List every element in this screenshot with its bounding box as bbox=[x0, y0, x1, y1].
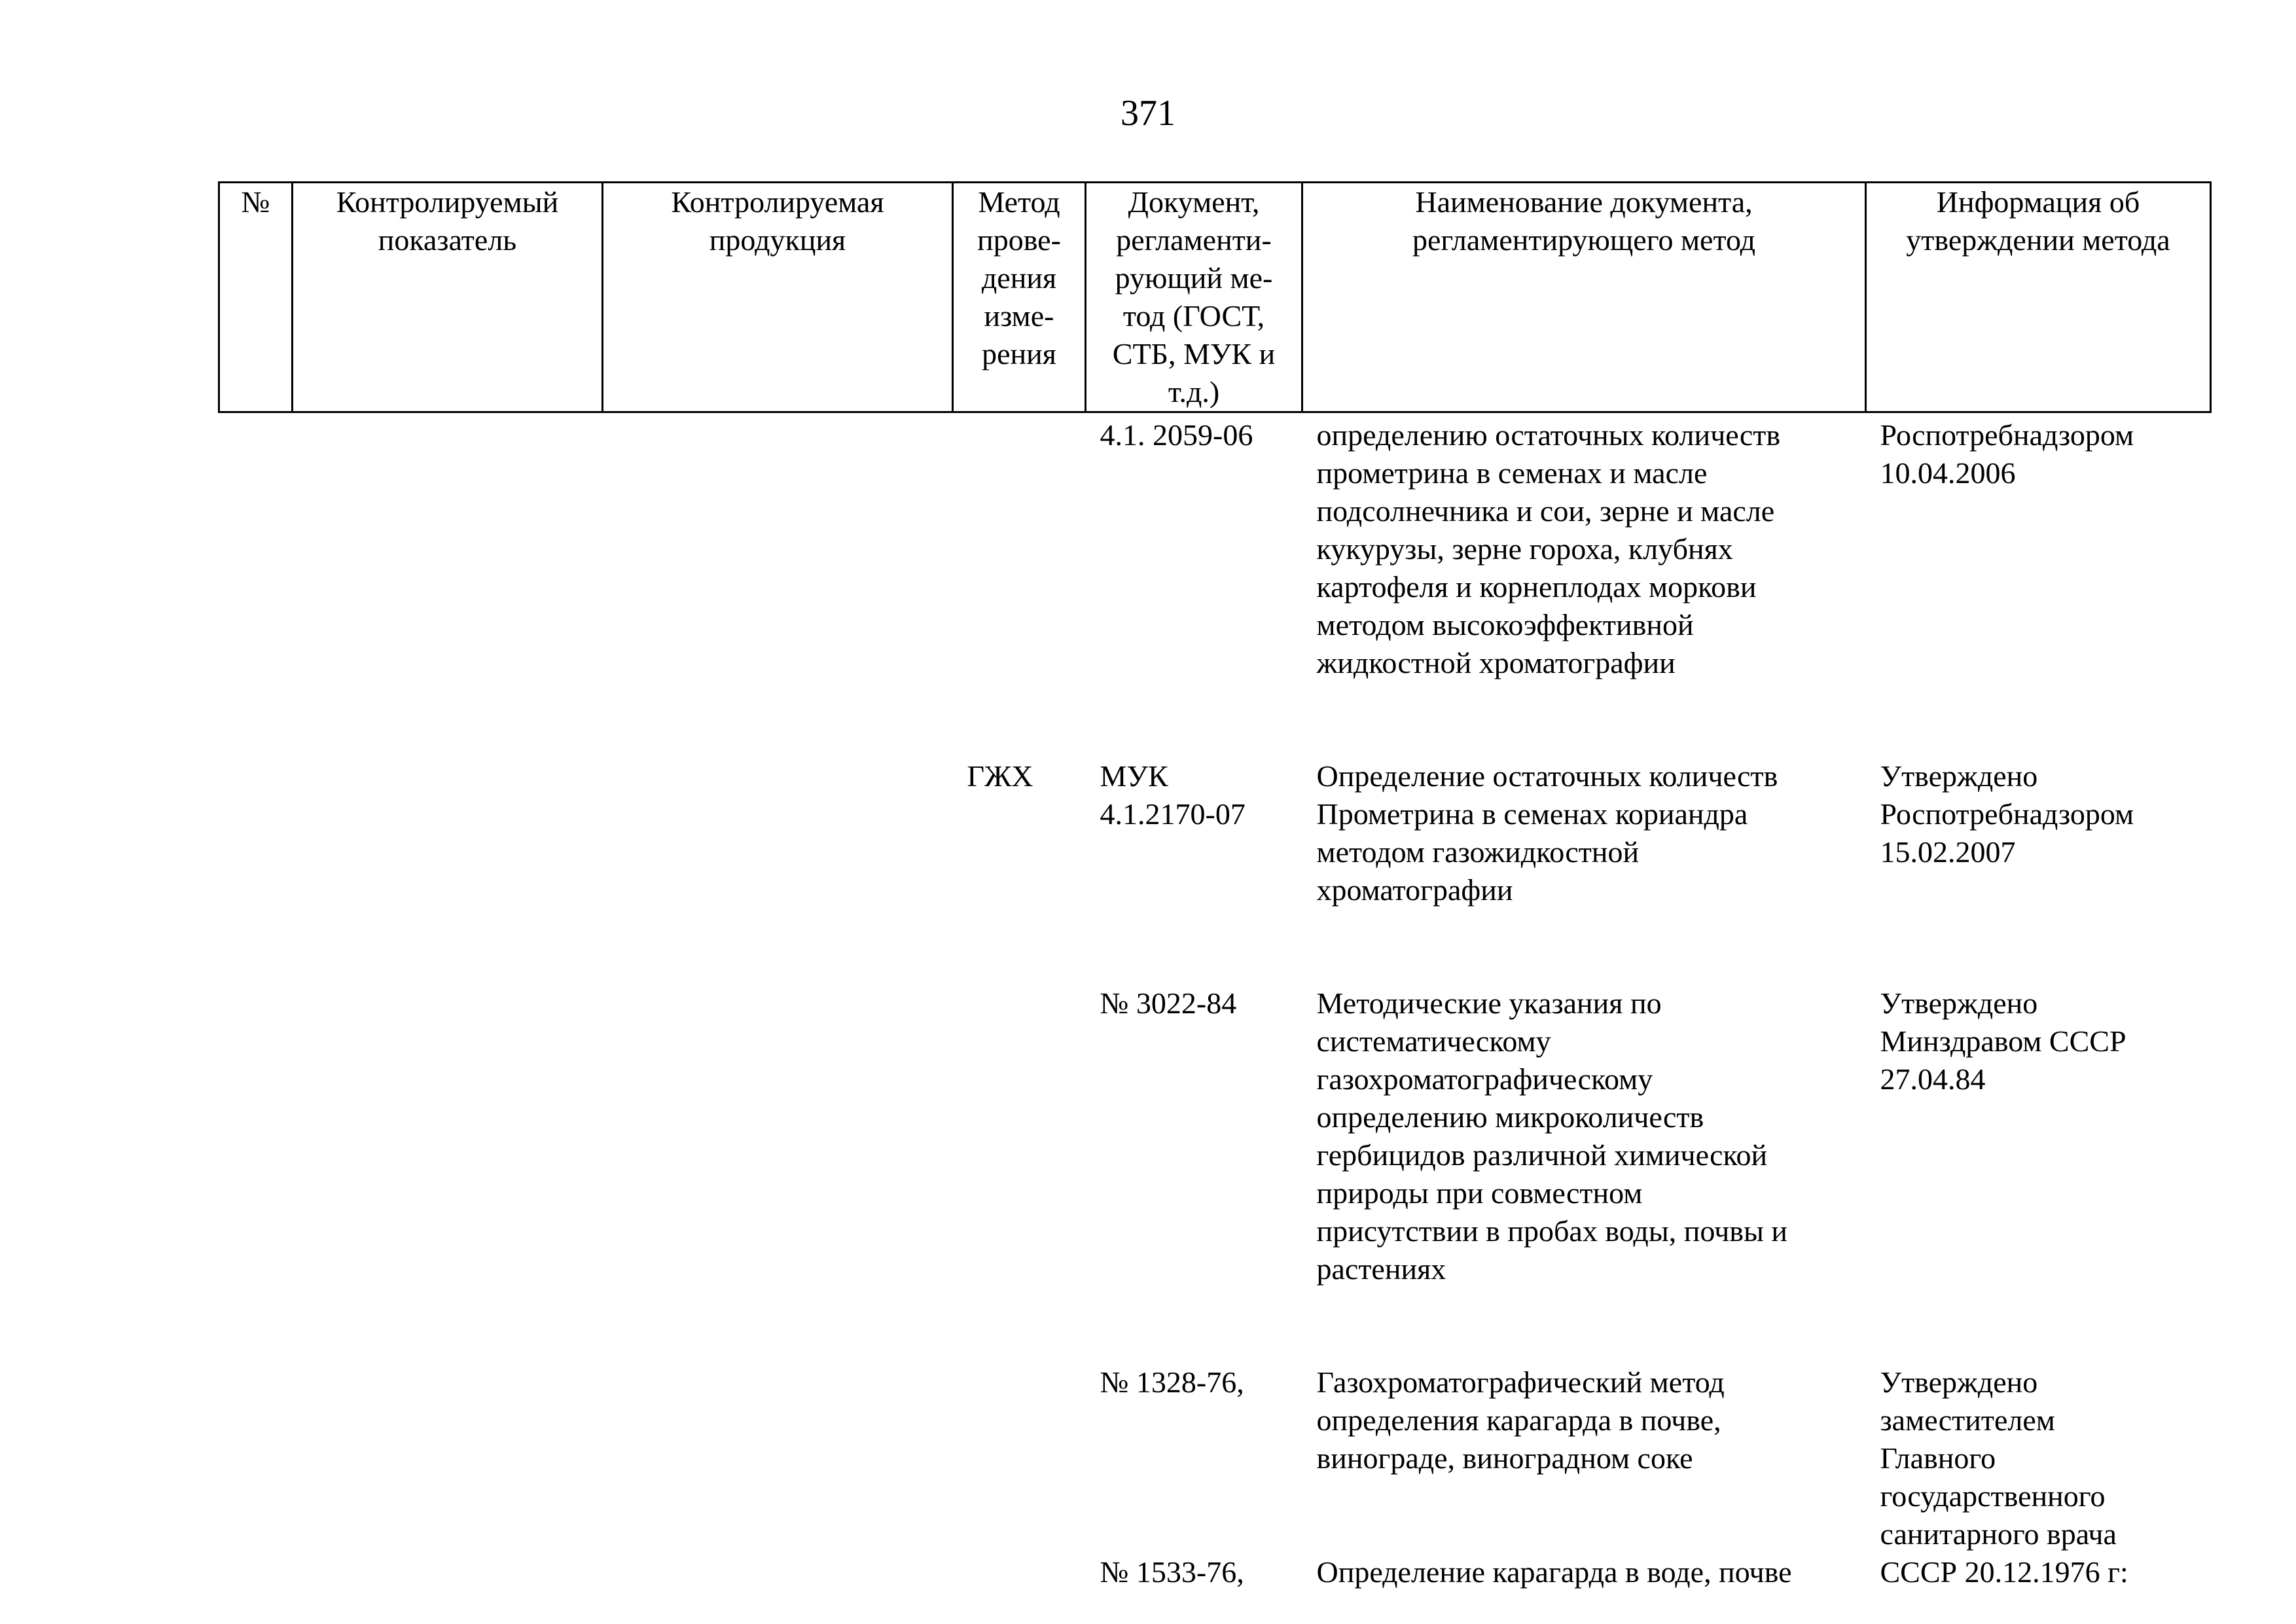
table-row bbox=[219, 1288, 2211, 1553]
cell-method bbox=[953, 1288, 1086, 1553]
cell-doc-name: Определение остаточных количеств Прометрина в семенах кориандра методом газожидкостной хроматографии bbox=[1316, 759, 1778, 907]
cell-doc-name: Определение карагарда в воде, почве bbox=[1316, 1555, 1792, 1589]
cell-method bbox=[953, 1553, 1086, 1591]
table-row bbox=[219, 1553, 2211, 1591]
cell-approval: Роспотребнадзором 10.04.2006 bbox=[1880, 418, 2134, 490]
table-row bbox=[219, 682, 2211, 909]
cell-approval: СССР 20.12.1976 г: bbox=[1880, 1555, 2128, 1589]
cell-method bbox=[953, 909, 1086, 1288]
table-header-row bbox=[219, 183, 2211, 412]
header-document: Документ, регламенти- рующий ме- тод (ГОСТ, СТБ, МУК и т.д.) bbox=[1086, 183, 1302, 412]
header-method: Метод прове- дения изме- рения bbox=[953, 183, 1086, 412]
header-approval: Информация об утверждении метода bbox=[1866, 183, 2211, 412]
methods-table bbox=[218, 181, 2212, 1591]
cell-approval: Утверждено Минздравом СССР 27.04.84 bbox=[1880, 986, 2126, 1096]
cell-doc-name: Газохроматографический метод определения карагарда в почве, винограде, виноградном соке bbox=[1316, 1365, 1725, 1475]
header-product: Контролируемая продукция bbox=[603, 183, 953, 412]
cell-document: № 1328-76, bbox=[1100, 1365, 1244, 1399]
cell-approval: Утверждено заместителем Главного государственного санитарного врача bbox=[1880, 1365, 2117, 1551]
cell-document: 4.1. 2059-06 bbox=[1100, 418, 1253, 452]
cell-method: ГЖХ bbox=[967, 759, 1033, 793]
cell-document: № 3022-84 bbox=[1100, 986, 1237, 1020]
header-doc-name: Наименование документа, регламентирующего метод bbox=[1302, 183, 1866, 412]
header-num: № bbox=[219, 183, 293, 412]
cell-document: № 1533-76, bbox=[1100, 1555, 1244, 1589]
header-indicator: Контролируемый показатель bbox=[293, 183, 603, 412]
cell-doc-name: Методические указания по систематическому газохроматографическому определению микроколичеств гербицидов различной химической природы при совместном присутствии в пробах воды, почвы и растениях bbox=[1316, 986, 1788, 1286]
page-number: 371 bbox=[1121, 93, 1175, 134]
cell-method bbox=[953, 412, 1086, 683]
cell-approval: Утверждено Роспотребнадзором 15.02.2007 bbox=[1880, 759, 2134, 869]
cell-doc-name: определению остаточных количеств прометрина в семенах и масле подсолнечника и сои, зерне и масле кукурузы, зерне гороха, клубнях картофеля и корнеплодах моркови методом высокоэффективной жидкостной хроматографии bbox=[1316, 418, 1781, 679]
table-row bbox=[219, 412, 2211, 683]
cell-document: МУК 4.1.2170-07 bbox=[1100, 759, 1246, 831]
table-row bbox=[219, 909, 2211, 1288]
